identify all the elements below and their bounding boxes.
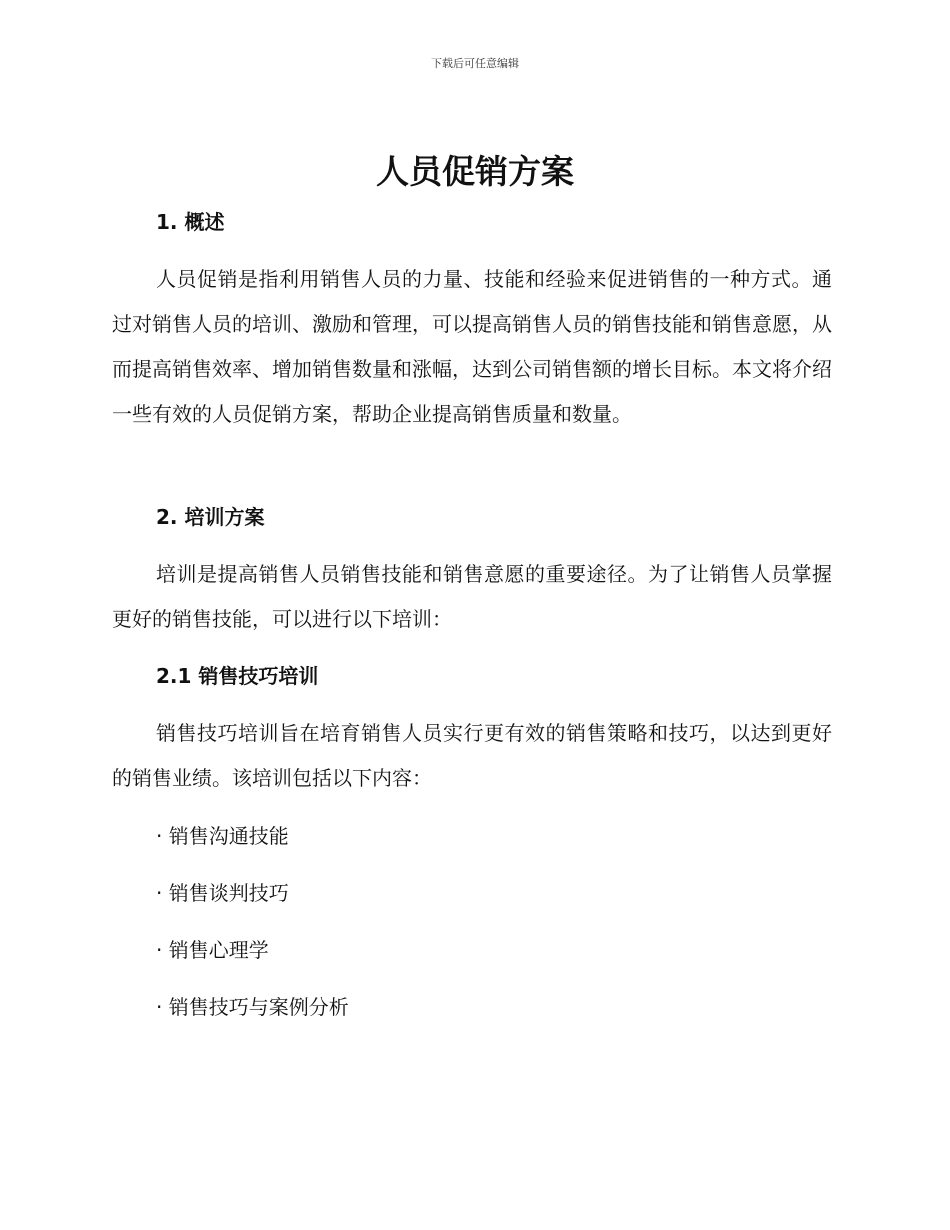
section-heading-overview: 1. 概述: [156, 210, 225, 234]
paragraph-sales-skills: 销售技巧培训旨在培育销售人员实行更有效的销售策略和技巧，以达到更好的销售业绩。该培训包括以下内容：: [112, 721, 832, 790]
section-heading-training: 2. 培训方案: [156, 505, 265, 529]
bullet-item: · 销售心理学: [156, 938, 269, 962]
bullet-item: · 销售沟通技能: [156, 824, 289, 848]
paragraph-overview: 人员促销是指利用销售人员的力量、技能和经验来促进销售的一种方式。通过对销售人员的培训、激励和管理，可以提高销售人员的销售技能和销售意愿，从而提高销售效率、增加销售数量和涨幅，达到公司销售额的增长目标。本文将介绍一些有效的人员促销方案，帮助企业提高销售质量和数量。: [112, 267, 832, 426]
header-note: 下载后可任意编辑: [431, 57, 519, 70]
bullet-item: · 销售谈判技巧: [156, 881, 289, 905]
paragraph-training: 培训是提高销售人员销售技能和销售意愿的重要途径。为了让销售人员掌握更好的销售技能，可以进行以下培训：: [112, 562, 832, 631]
document-title: 人员促销方案: [376, 152, 574, 191]
bullet-item: · 销售技巧与案例分析: [156, 995, 349, 1019]
section-heading-sales-skills: 2.1 销售技巧培训: [156, 664, 319, 688]
